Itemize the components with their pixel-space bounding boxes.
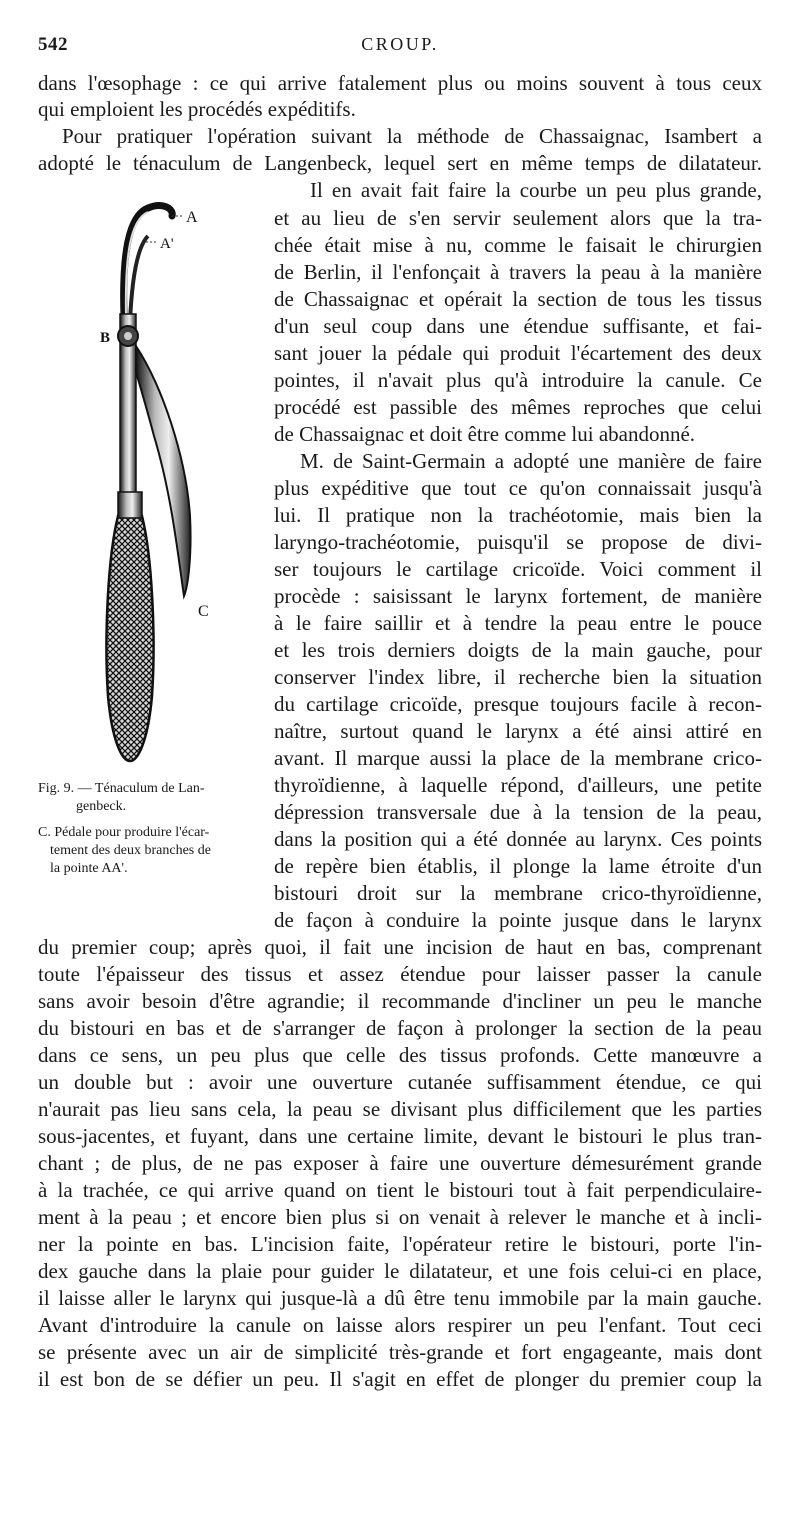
tenaculum-illustration: [92, 196, 232, 774]
text-line: de Chassaignac et doit être comme lui abandonné.: [274, 422, 696, 446]
text-line: avant. Il marque aussi la place de la membrane crico-: [274, 746, 762, 770]
text-line: du bistouri en bas et de s'arranger de façon à prolonger la section de la peau: [38, 1016, 762, 1040]
text-line: de Berlin, il l'enfonçait à travers la peau à la manière: [274, 260, 762, 284]
label-c: C: [198, 603, 209, 620]
text-line: et les trois derniers doigts de la main gauche, pour: [274, 638, 762, 662]
text-line: naître, surtout quand le larynx a été ainsi attiré en: [274, 719, 762, 743]
text-line: plus expéditive que tout ce qu'on connaissait jusqu'à: [274, 476, 762, 500]
text-line: ner la pointe en bas. L'incision faite, l'opérateur retire le bistouri, porte l'in-: [38, 1232, 762, 1256]
text-line: de repère bien établis, il plonge la lame étroite d'un: [274, 854, 762, 878]
text-line: ment à la peau ; et encore bien plus si on venait à relever le manche et à incli-: [38, 1205, 762, 1229]
text-line: lui. Il pratique non la trachéotomie, mais bien la: [274, 503, 762, 527]
text-line: dépression transversale due à la tension de la peau,: [274, 800, 762, 824]
text-line: toute l'épaisseur des tissus et assez étendue pour laisser passer la canule: [38, 962, 762, 986]
figure-caption-legend-end: la pointe AA'.: [50, 861, 128, 876]
text-line: procédé est passible des mêmes reproches que celui: [274, 395, 762, 419]
text-line: qui emploient les procédés expéditifs.: [38, 97, 356, 121]
text-line: de Chassaignac et opérait la section de tous les tissus: [274, 287, 762, 311]
text-line: à le faire saillir et à tendre la peau entre le pouce: [274, 611, 762, 635]
figure-caption-legend-cont: tement des deux branches de: [50, 843, 211, 858]
text-line: conserver l'index libre, il recherche bien la situation: [274, 665, 762, 689]
text-line: chée était mise à nu, comme le faisait le chirurgien: [274, 233, 762, 257]
text-line: dans la position qui a été donnée au larynx. Ces points: [274, 827, 762, 851]
text-line: dex gauche dans la plaie pour guider le dilatateur, et une fois celui-ci en place,: [38, 1259, 762, 1283]
text-line: de façon à conduire la pointe jusque dans le larynx: [274, 908, 762, 932]
text-line: il est bon de se défier un peu. Il s'agit en effet de plonger du premier coup la: [38, 1367, 762, 1391]
text-line: un double but : avoir une ouverture cutanée suffisamment étendue, ce qui: [38, 1070, 762, 1094]
text-line: du cartilage cricoïde, presque toujours facile à recon-: [274, 692, 762, 716]
text-line: M. de Saint-Germain a adopté une manière de faire: [300, 449, 762, 473]
figure-caption-title-cont: genbeck.: [76, 799, 127, 814]
text-line: d'un seul coup dans une étendue suffisante, et fai-: [274, 314, 762, 338]
inner-prong: [130, 236, 148, 322]
text-line: bistouri droit sur la membrane crico-thyroïdienne,: [274, 881, 762, 905]
text-line: Avant d'introduire la canule on laisse alors respirer un peu l'enfant. Tout ceci: [38, 1313, 762, 1337]
figure-caption-legend: C. Pédale pour produire l'écar-: [38, 825, 210, 840]
text-line: se présente avec un air de simplicité très-grande et fort engageante, mais dont: [38, 1340, 762, 1364]
text-line: Pour pratiquer l'opération suivant la méthode de Chassaignac, Isambert a: [62, 124, 762, 148]
text-line: chant ; de plus, de ne pas exposer à faire une ouverture démesurément grande: [38, 1151, 762, 1175]
text-line: dans ce sens, un peu plus que celle des tissus profonds. Cette manœuvre a: [38, 1043, 762, 1067]
knurled-handle: [106, 516, 153, 761]
text-line: et au lieu de s'en servir seulement alors que la tra-: [274, 206, 762, 230]
text-line: pointes, il n'avait plus qu'à introduire la canule. Ce: [274, 368, 762, 392]
text-line: thyroïdienne, à laquelle répond, d'ailleurs, une petite: [274, 773, 762, 797]
text-line: Il en avait fait faire la courbe un peu plus grande,: [310, 178, 762, 202]
text-line: ser toujours le cartilage cricoïde. Voici comment il: [274, 557, 762, 581]
label-a-prime: A': [160, 236, 174, 252]
text-line: laryngo-trachéotomie, puisqu'il se propose de divi-: [274, 530, 762, 554]
page-number: 542: [38, 34, 68, 55]
text-line: il laisse aller le larynx qui jusque-là a dû être tenu immobile par la main gauche.: [38, 1286, 762, 1310]
text-line: à la trachée, ce qui arrive quand on tient le bistouri tout à fait perpendiculaire-: [38, 1178, 762, 1202]
text-line: sans avoir besoin d'être agrandie; il recommande d'incliner un peu le manche: [38, 989, 762, 1013]
text-line: sous-jacentes, et fuyant, dans une certaine limite, devant le bistouri le plus tran-: [38, 1124, 762, 1148]
text-line: sant jouer la pédale qui produit l'écartement des deux: [274, 341, 762, 365]
page-header: [38, 34, 762, 58]
running-title: CROUP.: [361, 34, 439, 54]
text-line: dans l'œsophage : ce qui arrive fatalement plus ou moins souvent à tous ceux: [38, 71, 762, 95]
label-a: A: [186, 209, 198, 226]
text-line: du premier coup; après quoi, il fait une incision de haut en bas, comprenant: [38, 935, 762, 959]
text-line: procède : saisissant le larynx fortement, de manière: [274, 584, 762, 608]
figure-caption-title: Fig. 9. — Ténaculum de Lan-: [38, 781, 205, 796]
label-b: B: [100, 330, 111, 346]
text-line: n'aurait pas lieu sans cela, la peau se divisant plus difficilement que les parties: [38, 1097, 762, 1121]
text-line: adopté le ténaculum de Langenbeck, lequel sert en même temps de dilatateur.: [38, 151, 762, 175]
